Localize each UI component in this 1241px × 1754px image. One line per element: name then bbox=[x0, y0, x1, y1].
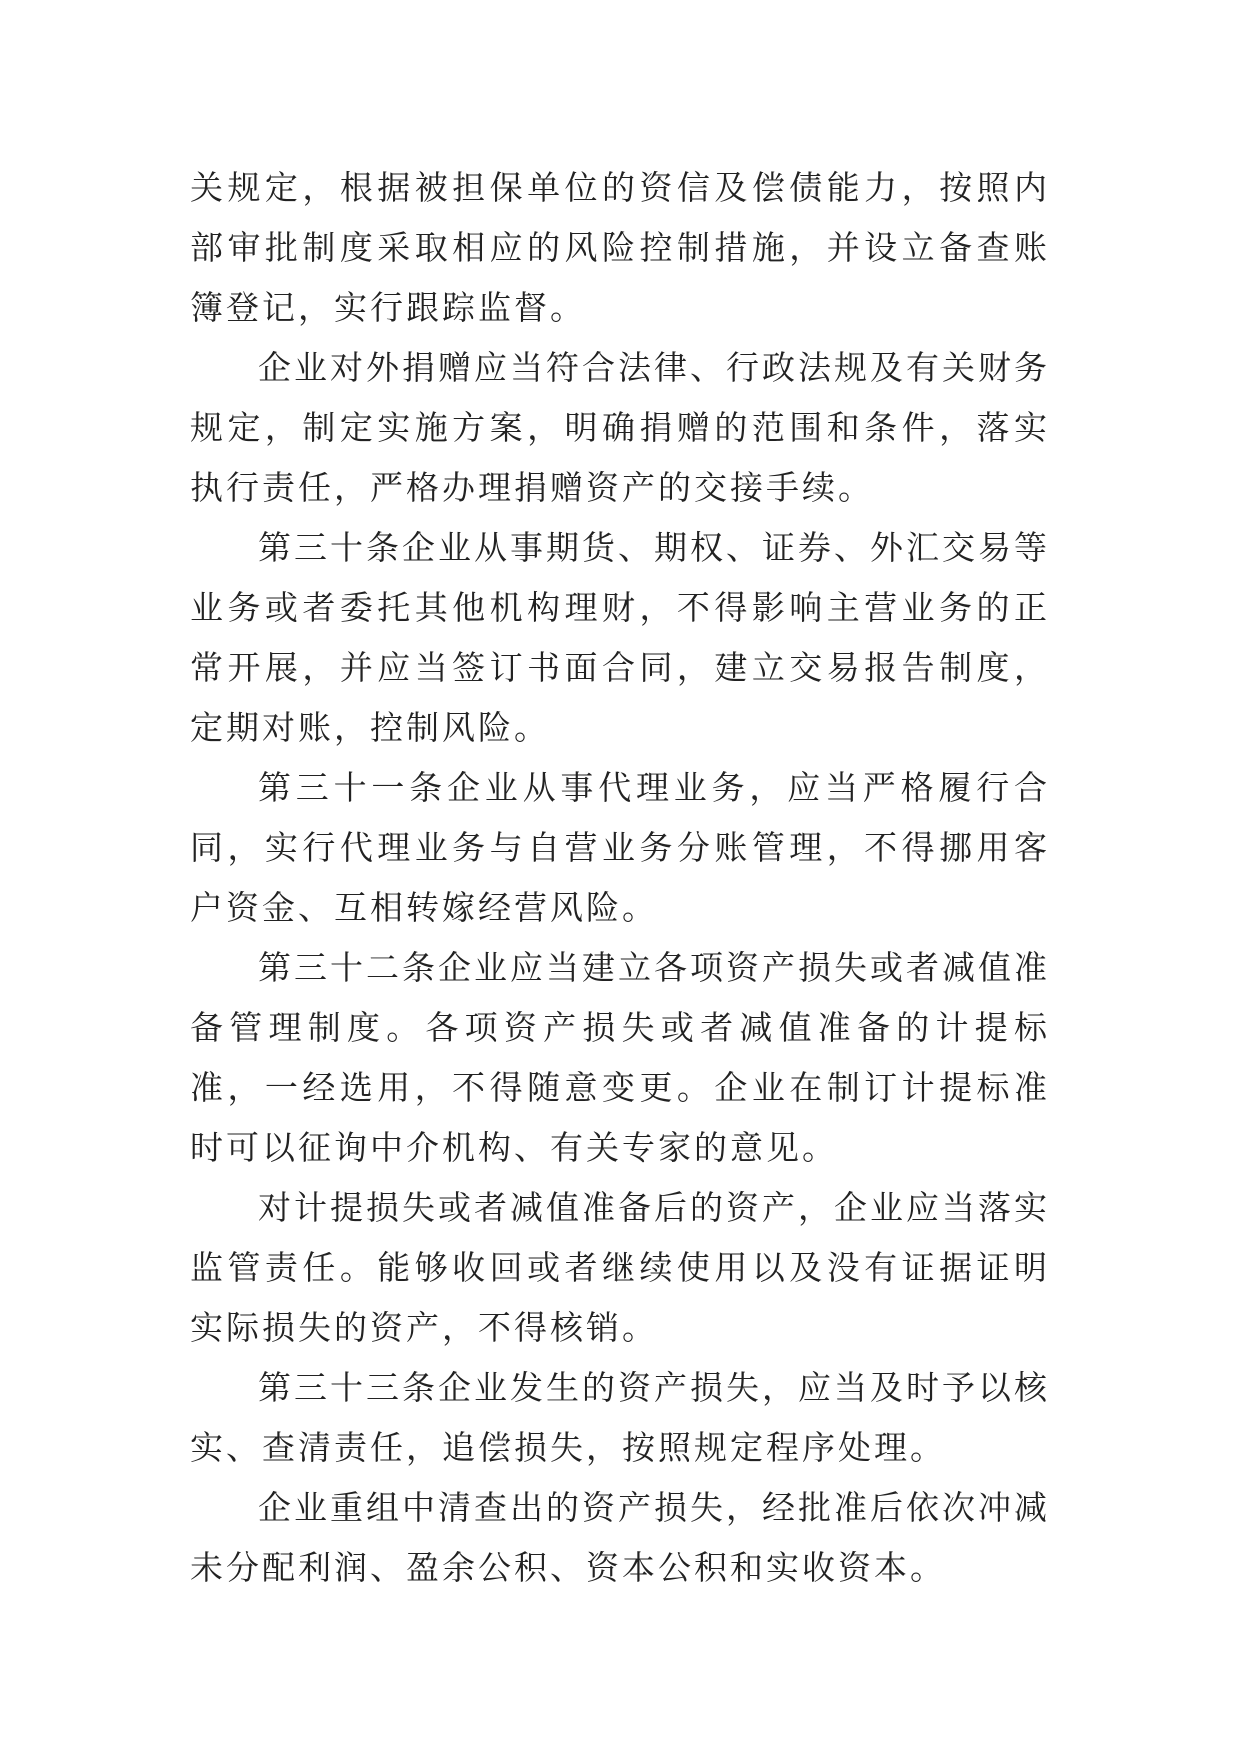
paragraph-impairment-assets: 对计提损失或者减值准备后的资产，企业应当落实监管责任。能够收回或者继续使用以及没有证据证明实际损失的资产，不得核销。 bbox=[190, 1188, 1050, 1347]
document-body bbox=[190, 158, 1050, 1598]
paragraph-continuation: 关规定，根据被担保单位的资信及偿债能力，按照内部审批制度采取相应的风险控制措施，并设立备查账簿登记，实行跟踪监督。 bbox=[190, 168, 1050, 327]
paragraph-article-33: 第三十三条企业发生的资产损失，应当及时予以核实、查清责任，追偿损失，按照规定程序处理。 bbox=[190, 1368, 1050, 1467]
paragraph-restructuring-loss: 企业重组中清查出的资产损失，经批准后依次冲减未分配利润、盈余公积、资本公积和实收资本。 bbox=[190, 1488, 1050, 1587]
paragraph-article-31: 第三十一条企业从事代理业务，应当严格履行合同，实行代理业务与自营业务分账管理，不得挪用客户资金、互相转嫁经营风险。 bbox=[190, 768, 1050, 927]
paragraph-donation: 企业对外捐赠应当符合法律、行政法规及有关财务规定，制定实施方案，明确捐赠的范围和条件，落实执行责任，严格办理捐赠资产的交接手续。 bbox=[190, 348, 1050, 507]
paragraph-article-30: 第三十条企业从事期货、期权、证券、外汇交易等业务或者委托其他机构理财，不得影响主营业务的正常开展，并应当签订书面合同，建立交易报告制度，定期对账，控制风险。 bbox=[190, 528, 1050, 747]
paragraph-article-32: 第三十二条企业应当建立各项资产损失或者减值准备管理制度。各项资产损失或者减值准备的计提标准，一经选用，不得随意变更。企业在制订计提标准时可以征询中介机构、有关专家的意见。 bbox=[190, 948, 1050, 1167]
